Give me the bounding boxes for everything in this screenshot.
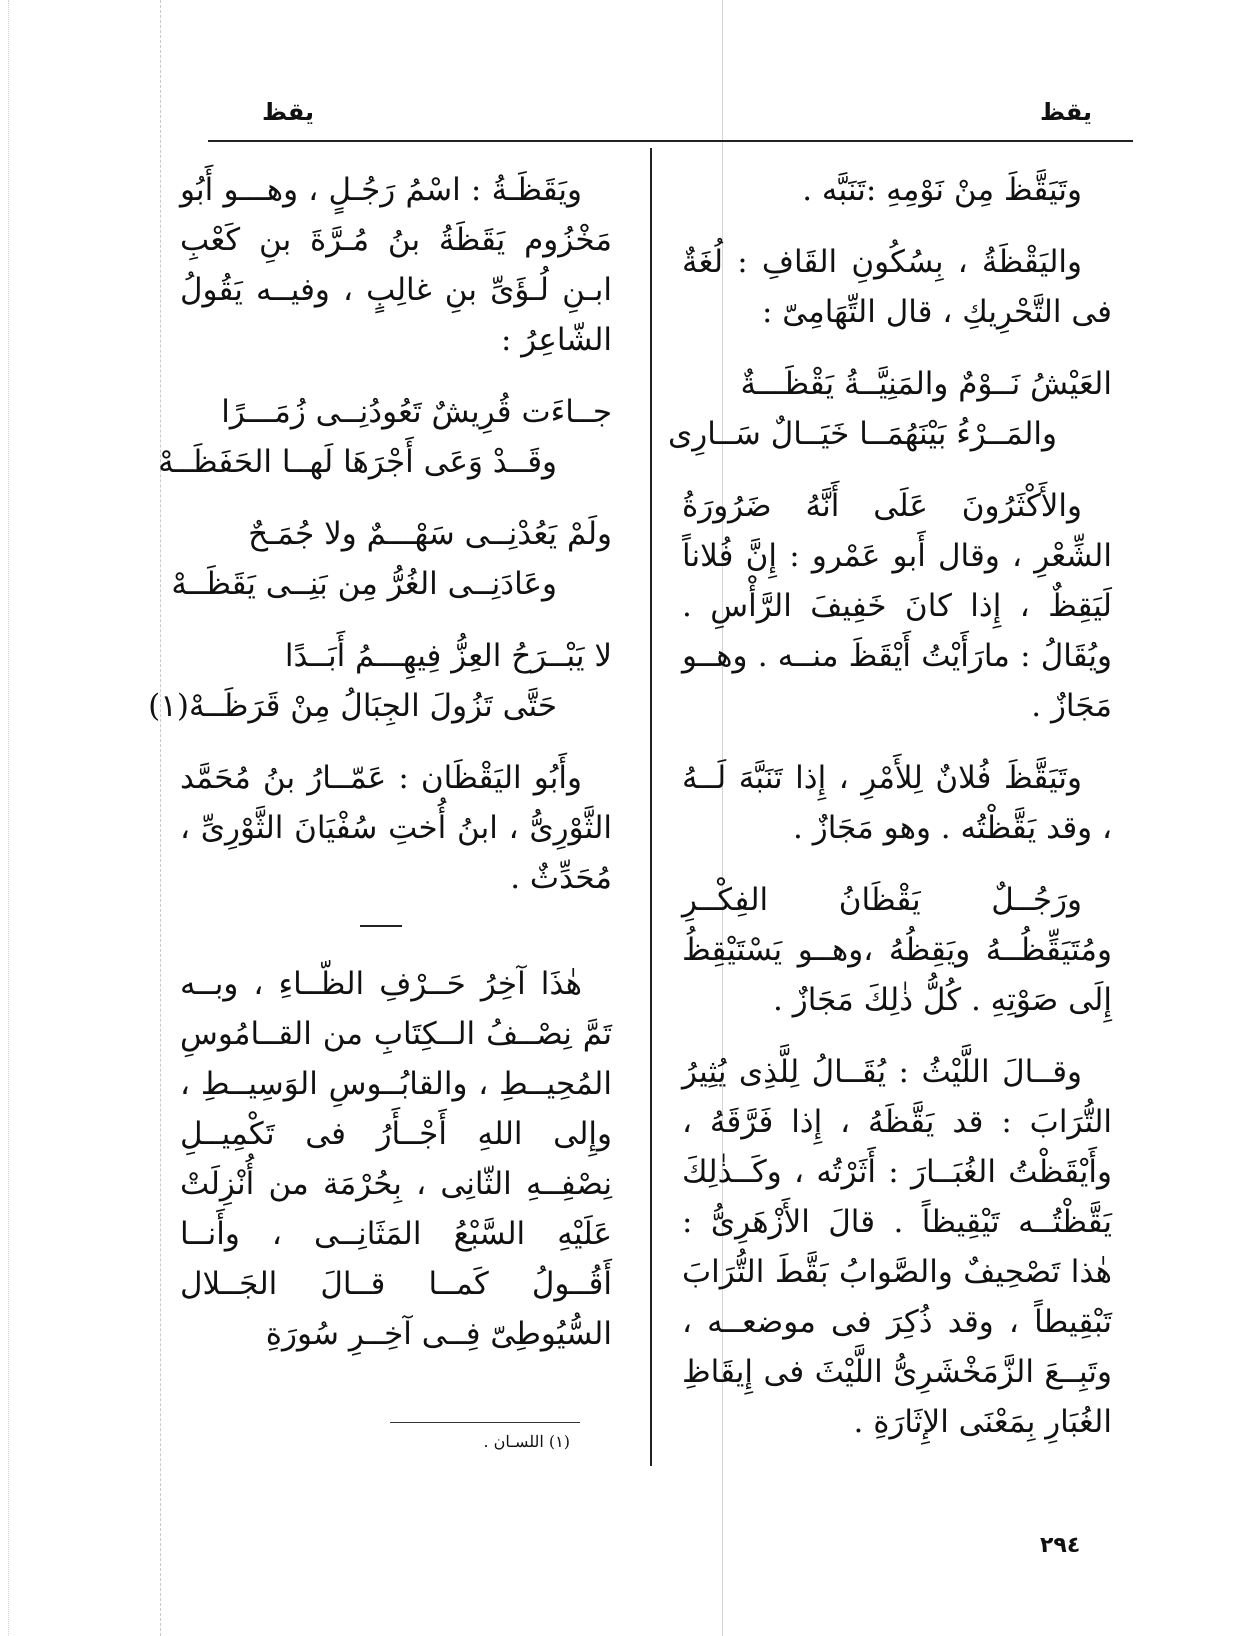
verse-first-hemistich: لا يَبْــرَحُ العِزُّ فِيهِـــمُ أَبَــدًا	[284, 638, 612, 674]
section-separator	[360, 925, 402, 927]
running-head-left: يقظ	[262, 98, 314, 126]
verse-second-hemistich: حَتَّى تَزُولَ الجِبَالُ مِنْ قَرَظَــهْ(١)	[148, 688, 557, 724]
paragraph: ويَقَظَـةُ : اسْمُ رَجُـلٍ ، وهـــو أَبُو مَخْزُوم يَقَظَةُ بنُ مُـرَّةَ بنِ كَعْبِ ابـنِ لُـؤَىِّ بنِ غالِبٍ ، وفيــه يَقُولُ الشّاعِرُ :	[180, 172, 612, 358]
left-column	[148, 165, 612, 1381]
paragraph: وتَيَقَّظَ مِنْ نَوْمِهِ :تَنَبَّه .	[802, 172, 1082, 208]
poem-verse	[668, 359, 1112, 459]
footnote: (١) اللسـان .	[483, 1432, 570, 1451]
poem-verse	[158, 387, 612, 487]
paragraph: وتَيَقَّظَ فُلانٌ لِلأَمْرِ ، إِذا تَنَبَّهَ لَــهُ ، وقد يَقَّظْتُه . وهو مَجَازٌ .	[682, 760, 1112, 846]
scan-edge-line	[8, 0, 9, 1636]
verse-first-hemistich: جــاءَت قُرِيشٌ تَعُودُنِــى زُمَـــرًا	[221, 394, 612, 430]
verse-first-hemistich: ولَمْ يَعُدْنِــى سَهْـــمٌ ولا جُمَـحٌ	[248, 516, 612, 552]
running-head-right: يقظ	[1040, 98, 1092, 126]
scan-edge-line	[160, 0, 161, 1636]
footnote-rule	[390, 1422, 580, 1423]
paragraph: وقــالَ اللَّيْثُ : يُقَــالُ لِلَّذِى يُثِيرُ التُّرَابَ : قد يَقَّظَهُ ، إِذا فَرَّقَهُ ، وأَيْقَظْتُ الغُبَــارَ : أَثَرْتُه ، وكَــذٰلِكَ يَقَّظْتُــه تَيْقِيظاً . قالَ الأَزْهَرِىُّ : هٰذا تَصْحِيفٌ والصَّوابُ بَقَّطَ التُّرَابَ تَبْقِيطاً ، وقد ذُكِرَ فى موضعــه ، وتَبِــعَ الزَّمَخْشَرِىُّ اللَّيْثَ فى إِيقَاظِ الغُبَارِ بِمَعْنَى الإِثَارَةِ .	[682, 1054, 1112, 1440]
paragraph: ورَجُــلٌ يَقْظَانُ الفِكْــرِ ومُتَيَقِّظُــهُ ويَقِظُهُ ،وهــو يَسْتَيْقِظُ إِلَى صَوْتِهِ . كُلُّ ذٰلِكَ مَجَازٌ .	[682, 882, 1112, 1018]
column-divider	[650, 148, 652, 1466]
page-number: ٢٩٤	[1040, 1533, 1081, 1558]
verse-first-hemistich: العَيْشُ نَــوْمٌ والمَنِيَّــةُ يَقْظَـــةٌ	[740, 366, 1112, 402]
poem-verse	[148, 631, 612, 731]
paragraph: والأَكْثَرُونَ عَلَى أَنَّهُ ضَرُورَةُ الشِّعْرِ ، وقال أَبو عَمْرو : إِنَّ فُلاناً لَيَقِظٌ ، إِذا كانَ خَفِيفَ الرَّأْسِ . ويُقَالُ : مارَأَيْتُ أَيْقَظَ منــه . وهــو مَجَازٌ .	[682, 488, 1112, 724]
verse-second-hemistich: والمَــرْءُ بَيْنَهُمَــا خَيَــالٌ سَــارِى	[668, 416, 1057, 452]
paragraph: هٰذَا آخِرُ حَــرْفِ الظّــاءِ ، وبــه تَمَّ نِصْــفُ الــكِتَابِ من القــامُوسِ المُحِيــطِ ، والقابُــوسِ الوَسِيــطِ ، وإِلى اللهِ أَجْــأَرُ فى تَكْمِيــلِ نِصْفِــهِ الثّانِى ، بِحُرْمَة من أُنْزِلَتْ عَلَيْهِ السَّبْعُ المَثَانِــى ، وأَنــا أَقُــولُ كَمــا قــالَ الجَــلال السُّيُوطِىّ فِــى آخِــرِ سُورَةِ	[180, 966, 612, 1352]
verse-second-hemistich: وقَــدْ وَعَى أَجْرَهَا لَهــا الحَفَظَــهْ	[158, 444, 557, 480]
paragraph: واليَقْظَةُ ، بِسُكُونِ القَافِ : لُغَةٌ فى التَّحْرِيكِ ، قال التِّهَامِىّ :	[682, 244, 1112, 330]
right-column	[668, 165, 1112, 1469]
paragraph: وأَبُو اليَقْظَان : عَمّــارُ بنُ مُحَمَّد الثَّوْرِىُّ ، ابنُ أُختِ سُفْيَانَ الثَّوْرِىِّ ، مُحَدِّثٌ .	[180, 760, 612, 896]
poem-verse	[171, 509, 612, 609]
verse-second-hemistich: وعَادَنِــى الغُرُّ مِن بَنِــى يَقَظَــهْ	[171, 566, 557, 602]
header-rule	[208, 140, 1133, 142]
